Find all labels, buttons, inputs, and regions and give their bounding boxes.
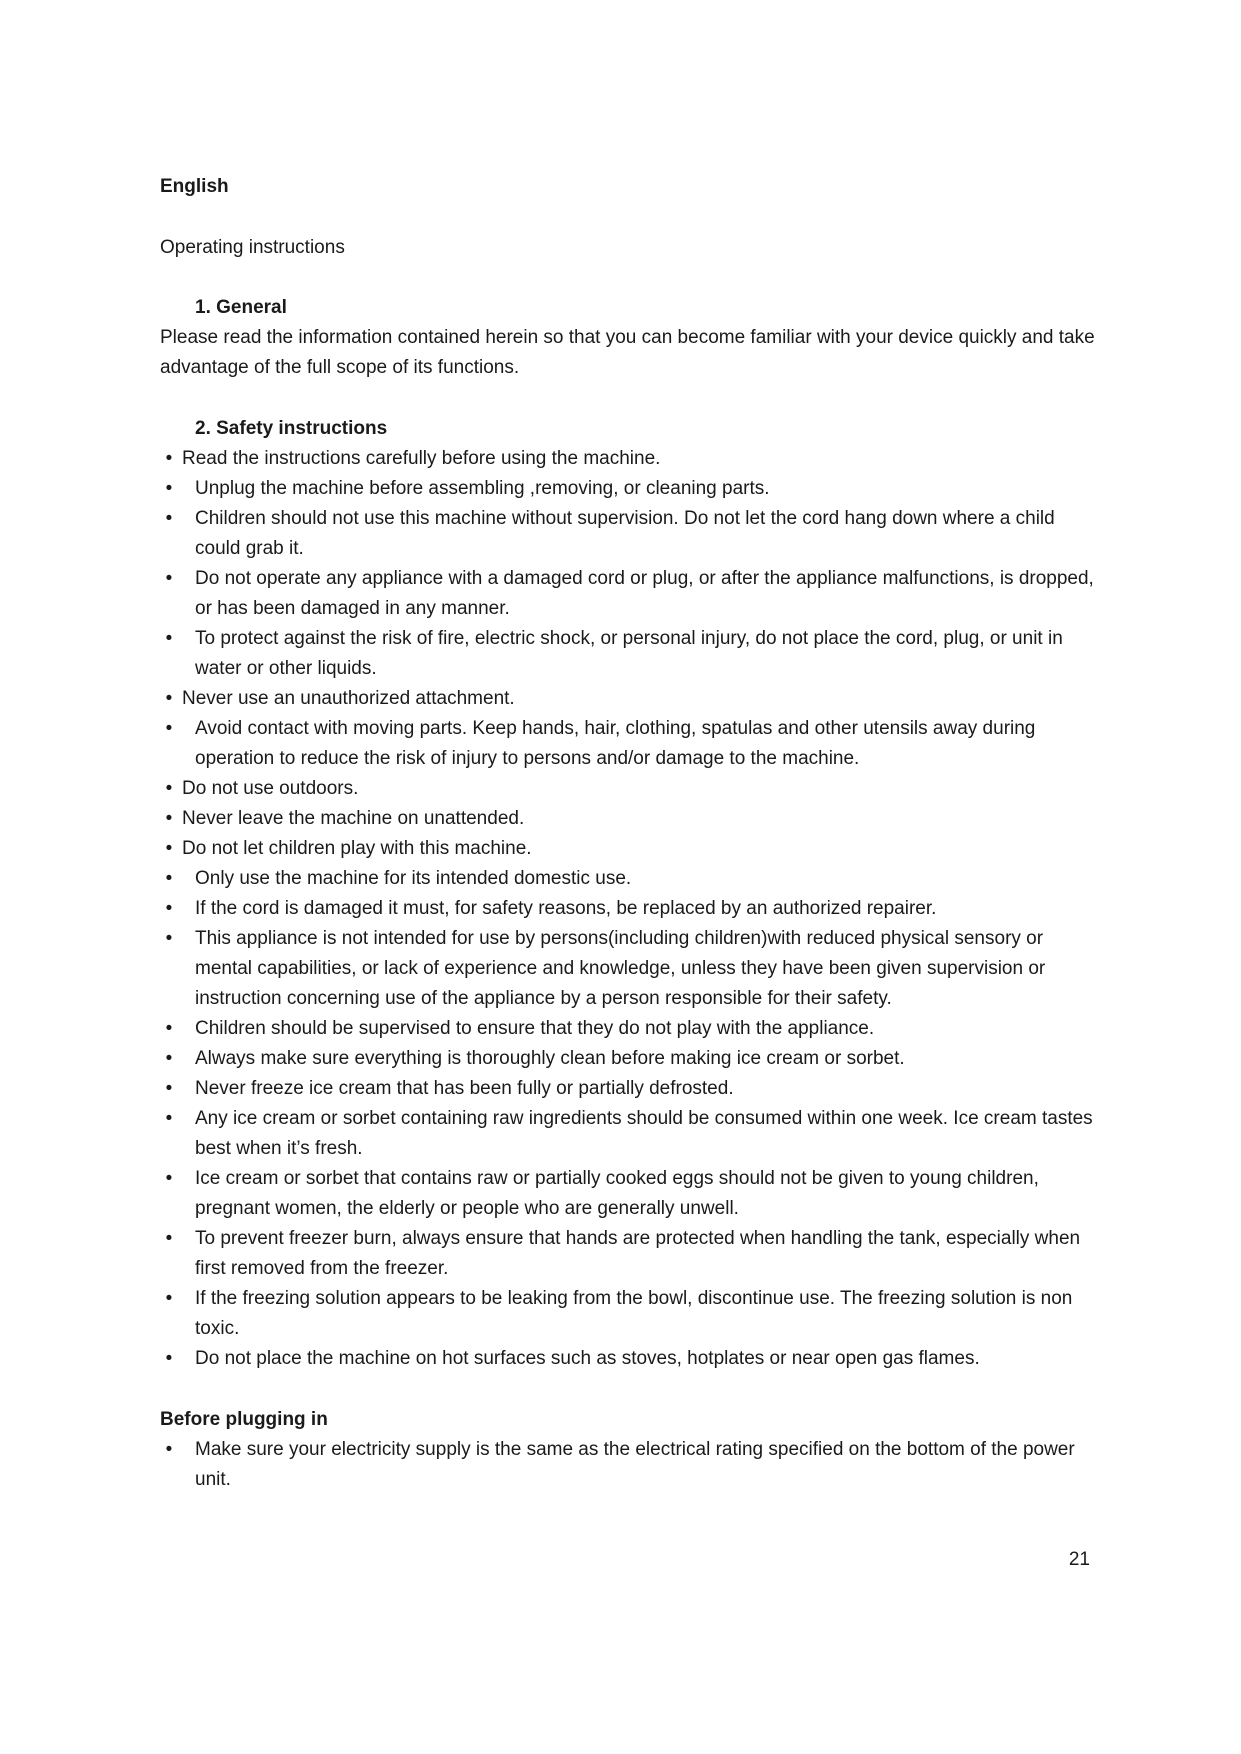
list-item: [160, 1014, 1100, 1044]
list-item: [160, 714, 1100, 774]
list-item-text: Avoid contact with moving parts. Keep hands, hair, clothing, spatulas and other utensils away during operation to reduce the risk of injury to persons and/or damage to the machine.: [195, 718, 1036, 769]
list-item-text: Make sure your electricity supply is the same as the electrical rating specified on the bottom of the power unit.: [195, 1439, 1075, 1490]
list-item-text: Do not operate any appliance with a damaged cord or plug, or after the appliance malfunctions, is dropped, or has been damaged in any manner.: [195, 568, 1094, 619]
page-number: 21: [1068, 1549, 1090, 1570]
bullet-icon: •: [165, 718, 173, 739]
list-item: [160, 1224, 1100, 1284]
list-item: [160, 1104, 1100, 1164]
list-item-text: Unplug the machine before assembling ,removing, or cleaning parts.: [195, 478, 770, 499]
list-item: [160, 504, 1100, 564]
bullet-icon: •: [165, 1348, 173, 1369]
list-item-text: Never leave the machine on unattended.: [182, 808, 525, 829]
section-general-heading: 1. General: [195, 297, 287, 318]
before-plugging-list: [160, 1435, 1100, 1495]
list-item: [160, 1284, 1100, 1344]
list-item: [160, 864, 1100, 894]
section-general-paragraph: Please read the information contained herein so that you can become familiar with your device quickly and take advantage of the full scope of its functions.: [160, 327, 1095, 378]
list-item-text: To prevent freezer burn, always ensure that hands are protected when handling the tank, especially when first removed from the freezer.: [195, 1228, 1081, 1279]
bullet-icon: •: [165, 688, 173, 709]
list-item-text: Do not use outdoors.: [182, 778, 359, 799]
bullet-icon: •: [165, 808, 173, 829]
bullet-icon: •: [165, 898, 173, 919]
list-item: [160, 684, 1100, 714]
bullet-icon: •: [165, 1228, 173, 1249]
list-item: [160, 804, 1100, 834]
bullet-icon: •: [165, 568, 173, 589]
list-item: [160, 1044, 1100, 1074]
list-item-text: Do not let children play with this machine.: [182, 838, 532, 859]
list-item: [160, 564, 1100, 624]
list-item: [160, 1074, 1100, 1104]
list-item-text: Do not place the machine on hot surfaces such as stoves, hotplates or near open gas flames.: [195, 1348, 980, 1369]
language-heading: English: [160, 176, 229, 197]
list-item-text: Read the instructions carefully before using the machine.: [182, 448, 661, 469]
list-item: [160, 774, 1100, 804]
bullet-icon: •: [165, 928, 173, 949]
document-subtitle: Operating instructions: [160, 237, 345, 258]
list-item-text: This appliance is not intended for use by persons(including children)with reduced physical sensory or mental capabilities, or lack of experience and knowledge, unless they have been given supervision or instruction concerning use of the appliance by a person responsible for their safety.: [195, 928, 1046, 1009]
bullet-icon: •: [165, 868, 173, 889]
list-item-text: If the freezing solution appears to be leaking from the bowl, discontinue use. The freezing solution is non toxic.: [195, 1288, 1073, 1339]
bullet-icon: •: [165, 1018, 173, 1039]
bullet-icon: •: [165, 838, 173, 859]
bullet-icon: •: [165, 628, 173, 649]
list-item-text: Ice cream or sorbet that contains raw or partially cooked eggs should not be given to young children, pregnant women, the elderly or people who are generally unwell.: [195, 1168, 1039, 1219]
list-item: [160, 894, 1100, 924]
bullet-icon: •: [165, 1108, 173, 1129]
bullet-icon: •: [165, 1439, 173, 1460]
list-item-text: Never use an unauthorized attachment.: [182, 688, 515, 709]
list-item-text: Children should not use this machine without supervision. Do not let the cord hang down where a child could grab it.: [195, 508, 1055, 559]
bullet-icon: •: [165, 1078, 173, 1099]
document-page: [160, 172, 1100, 1495]
section-safety-heading: 2. Safety instructions: [195, 418, 388, 439]
bullet-icon: •: [165, 1288, 173, 1309]
bullet-icon: •: [165, 448, 173, 469]
bullet-icon: •: [165, 1168, 173, 1189]
before-plugging-heading: Before plugging in: [160, 1409, 328, 1430]
safety-instructions-list: [160, 444, 1100, 1374]
list-item-text: If the cord is damaged it must, for safety reasons, be replaced by an authorized repairer.: [195, 898, 937, 919]
list-item-text: To protect against the risk of fire, electric shock, or personal injury, do not place the cord, plug, or unit in water or other liquids.: [195, 628, 1063, 679]
list-item-text: Only use the machine for its intended domestic use.: [195, 868, 632, 889]
bullet-icon: •: [165, 508, 173, 529]
list-item: [160, 444, 1100, 474]
bullet-icon: •: [165, 1048, 173, 1069]
list-item-text: Children should be supervised to ensure that they do not play with the appliance.: [195, 1018, 875, 1039]
list-item: [160, 624, 1100, 684]
list-item-text: Never freeze ice cream that has been fully or partially defrosted.: [195, 1078, 734, 1099]
list-item-text: Any ice cream or sorbet containing raw ingredients should be consumed within one week. Ice cream tastes best when it’s fresh.: [195, 1108, 1093, 1159]
list-item: [160, 924, 1100, 1014]
bullet-icon: •: [165, 778, 173, 799]
bullet-icon: •: [165, 478, 173, 499]
list-item: [160, 1435, 1100, 1495]
list-item: [160, 1164, 1100, 1224]
list-item: [160, 834, 1100, 864]
list-item: [160, 1344, 1100, 1374]
list-item: [160, 474, 1100, 504]
list-item-text: Always make sure everything is thoroughly clean before making ice cream or sorbet.: [195, 1048, 905, 1069]
